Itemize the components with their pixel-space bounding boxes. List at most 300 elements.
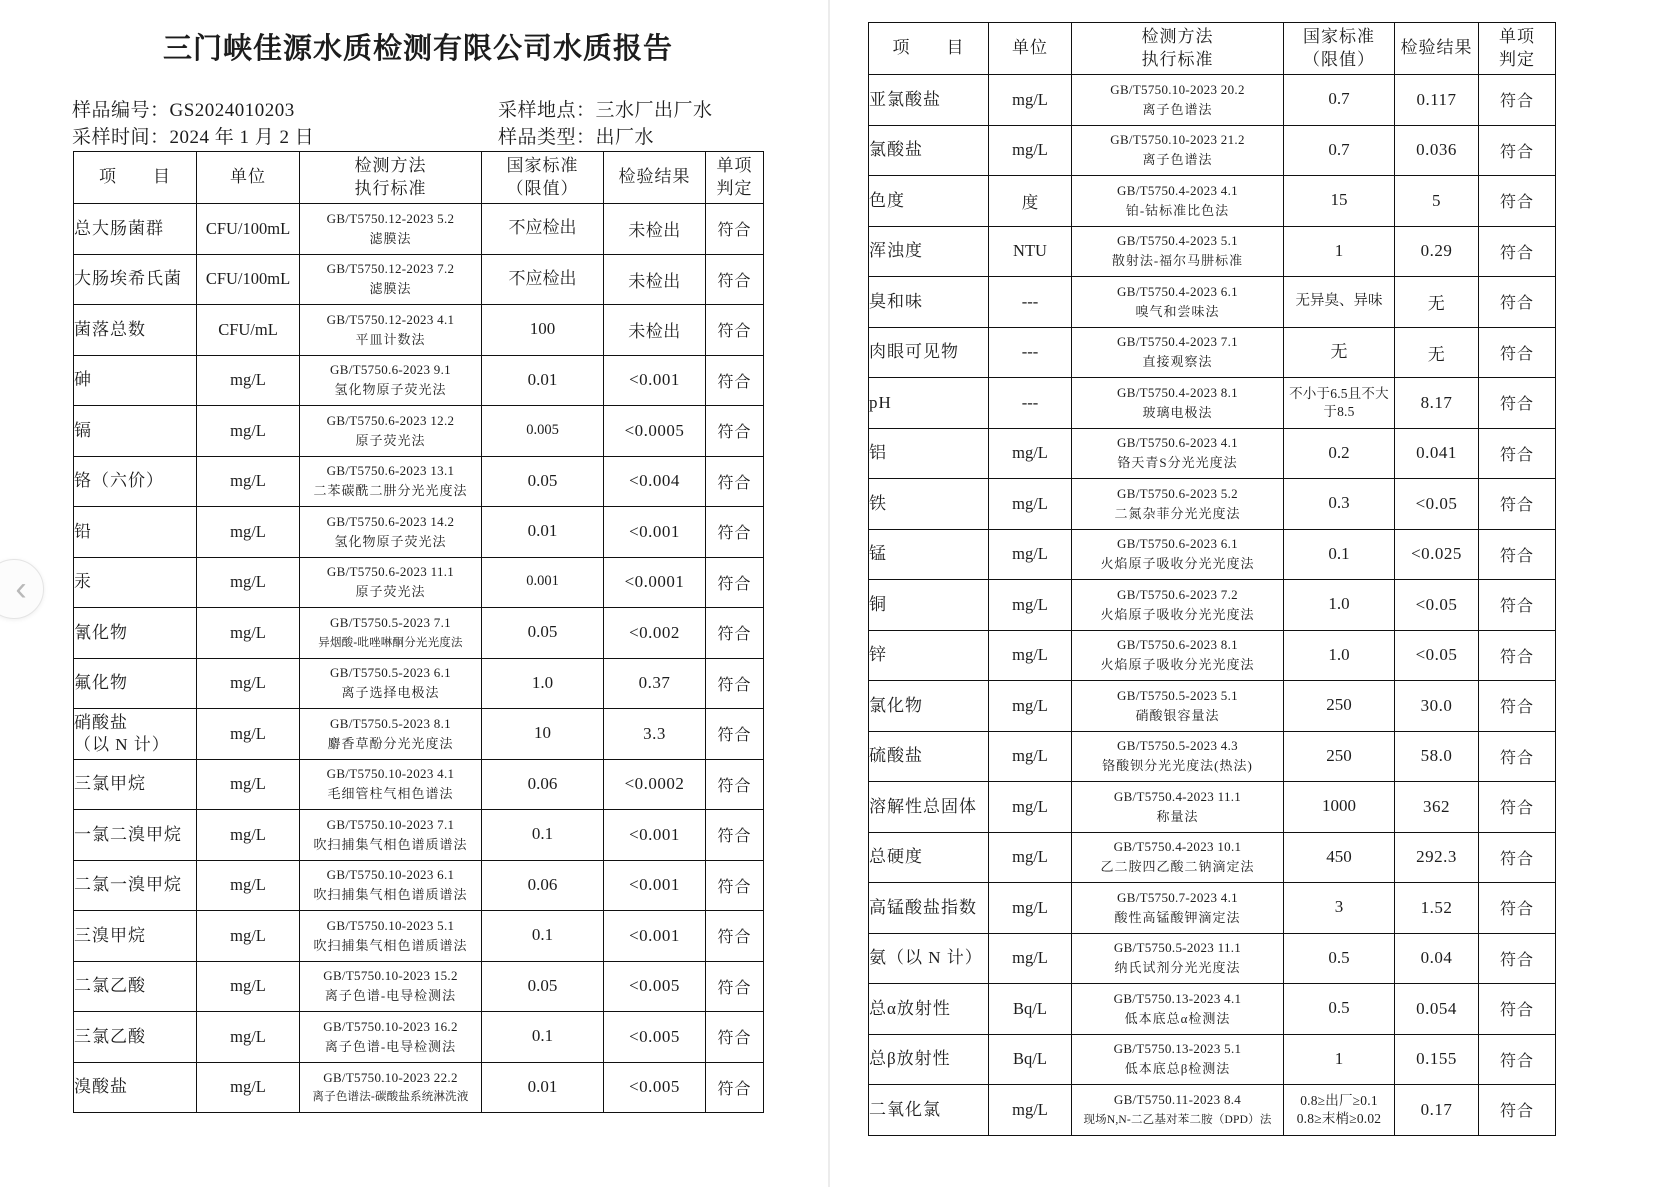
result-cell: 0.29	[1395, 226, 1479, 277]
method-cell: GB/T5750.10-2023 7.1 吹扫捕集气相色谱质谱法	[300, 810, 482, 861]
sample-type-value: 出厂水	[595, 127, 655, 148]
method-cell: GB/T5750.10-2023 20.2 离子色谱法	[1072, 75, 1284, 126]
method-cell: GB/T5750.10-2023 15.2 离子色谱-电导检测法	[300, 961, 482, 1012]
verdict-cell: 符合	[706, 658, 764, 709]
result-cell: 无	[1395, 277, 1479, 328]
table-row	[869, 226, 1556, 277]
limit-cell: 0.001	[482, 557, 604, 608]
result-cell: <0.002	[604, 608, 706, 659]
verdict-cell: 符合	[706, 709, 764, 760]
limit-cell: 3	[1284, 883, 1395, 934]
limit-cell: 0.005	[482, 406, 604, 457]
table-row	[74, 911, 764, 962]
result-cell: <0.005	[604, 1062, 706, 1113]
verdict-cell: 符合	[1479, 125, 1556, 176]
item-cell: 一氯二溴甲烷	[74, 810, 197, 861]
limit-cell: 无异臭、异味	[1284, 277, 1395, 328]
limit-cell: 0.06	[482, 860, 604, 911]
limit-cell: 0.06	[482, 759, 604, 810]
result-cell: <0.001	[604, 911, 706, 962]
verdict-cell: 符合	[1479, 832, 1556, 883]
verdict-cell: 符合	[706, 810, 764, 861]
result-cell: 362	[1395, 782, 1479, 833]
method-cell: GB/T5750.6-2023 7.2 火焰原子吸收分光光度法	[1072, 580, 1284, 631]
sample-type-line	[498, 122, 654, 149]
item-cell: 色度	[869, 176, 989, 227]
col-header-method: 检测方法 执行标准	[1072, 23, 1284, 75]
water-quality-table-right	[868, 22, 1556, 1136]
limit-cell: 250	[1284, 681, 1395, 732]
verdict-cell: 符合	[706, 204, 764, 255]
verdict-cell: 符合	[1479, 630, 1556, 681]
verdict-cell: 符合	[1479, 731, 1556, 782]
item-cell: 三溴甲烷	[74, 911, 197, 962]
item-cell: 高锰酸盐指数	[869, 883, 989, 934]
method-cell: GB/T5750.13-2023 4.1 低本底总α检测法	[1072, 984, 1284, 1035]
unit-cell: mg/L	[197, 1062, 300, 1113]
table-row	[74, 860, 764, 911]
unit-cell: mg/L	[989, 428, 1072, 479]
limit-cell: 不应检出	[482, 254, 604, 305]
unit-cell: Bq/L	[989, 1034, 1072, 1085]
method-cell: GB/T5750.6-2023 6.1 火焰原子吸收分光光度法	[1072, 529, 1284, 580]
limit-cell: 0.3	[1284, 479, 1395, 530]
unit-cell: mg/L	[989, 782, 1072, 833]
table-row	[74, 608, 764, 659]
limit-cell: 0.5	[1284, 933, 1395, 984]
unit-cell: mg/L	[197, 507, 300, 558]
unit-cell: mg/L	[197, 456, 300, 507]
item-cell: 氨（以 N 计）	[869, 933, 989, 984]
item-cell: 亚氯酸盐	[869, 75, 989, 126]
prev-page-button[interactable]	[0, 559, 44, 619]
method-cell: GB/T5750.12-2023 5.2 滤膜法	[300, 204, 482, 255]
table-header-row	[74, 152, 764, 204]
table-row	[74, 305, 764, 356]
verdict-cell: 符合	[1479, 277, 1556, 328]
result-cell: 0.17	[1395, 1085, 1479, 1136]
col-header-method: 检测方法 执行标准	[300, 152, 482, 204]
method-cell: GB/T5750.12-2023 4.1 平皿计数法	[300, 305, 482, 356]
method-cell: GB/T5750.5-2023 8.1 麝香草酚分光光度法	[300, 709, 482, 760]
unit-cell: mg/L	[989, 630, 1072, 681]
method-cell: GB/T5750.10-2023 21.2 离子色谱法	[1072, 125, 1284, 176]
limit-cell: 0.7	[1284, 125, 1395, 176]
unit-cell: mg/L	[197, 810, 300, 861]
verdict-cell: 符合	[706, 254, 764, 305]
sample-time-label: 采样时间：	[72, 127, 170, 148]
sample-number-value: GS2024010203	[169, 100, 295, 121]
method-cell: GB/T5750.10-2023 4.1 毛细管柱气相色谱法	[300, 759, 482, 810]
sample-number-line	[72, 95, 295, 122]
unit-cell: mg/L	[197, 1012, 300, 1063]
verdict-cell: 符合	[706, 557, 764, 608]
item-cell: 肉眼可见物	[869, 327, 989, 378]
item-cell: 铁	[869, 479, 989, 530]
item-cell: 硫酸盐	[869, 731, 989, 782]
limit-cell: 100	[482, 305, 604, 356]
item-cell: 大肠埃希氏菌	[74, 254, 197, 305]
table-row	[74, 254, 764, 305]
result-cell: 58.0	[1395, 731, 1479, 782]
col-header-result: 检验结果	[1395, 23, 1479, 75]
table-row	[869, 327, 1556, 378]
method-cell: GB/T5750.10-2023 22.2 离子色谱法-碳酸盐系统淋洗液	[300, 1062, 482, 1113]
verdict-cell: 符合	[1479, 479, 1556, 530]
limit-cell: 0.5	[1284, 984, 1395, 1035]
item-cell: 氟化物	[74, 658, 197, 709]
method-cell: GB/T5750.6-2023 12.2 原子荧光法	[300, 406, 482, 457]
item-cell: 氯酸盐	[869, 125, 989, 176]
verdict-cell: 符合	[1479, 984, 1556, 1035]
item-cell: 硝酸盐 （以 N 计）	[74, 709, 197, 760]
item-cell: 臭和味	[869, 277, 989, 328]
result-cell: 未检出	[604, 254, 706, 305]
limit-cell: 0.05	[482, 608, 604, 659]
result-cell: <0.05	[1395, 630, 1479, 681]
unit-cell: NTU	[989, 226, 1072, 277]
method-cell: GB/T5750.4-2023 8.1 玻璃电极法	[1072, 378, 1284, 429]
method-cell: GB/T5750.7-2023 4.1 酸性高锰酸钾滴定法	[1072, 883, 1284, 934]
method-cell: GB/T5750.5-2023 11.1 纳氏试剂分光光度法	[1072, 933, 1284, 984]
unit-cell: mg/L	[989, 125, 1072, 176]
table-row	[869, 1085, 1556, 1136]
result-cell: <0.001	[604, 355, 706, 406]
unit-cell: ---	[989, 327, 1072, 378]
limit-cell: 1	[1284, 226, 1395, 277]
item-cell: 铜	[869, 580, 989, 631]
col-header-unit: 单位	[197, 152, 300, 204]
method-cell: GB/T5750.6-2023 4.1 铬天青S分光光度法	[1072, 428, 1284, 479]
item-cell: 三氯乙酸	[74, 1012, 197, 1063]
unit-cell: mg/L	[989, 75, 1072, 126]
item-cell: 铝	[869, 428, 989, 479]
table-row	[869, 933, 1556, 984]
table-row	[869, 832, 1556, 883]
item-cell: 溶解性总固体	[869, 782, 989, 833]
unit-cell: mg/L	[197, 860, 300, 911]
limit-cell: 0.7	[1284, 75, 1395, 126]
table-row	[869, 428, 1556, 479]
table-row	[869, 378, 1556, 429]
verdict-cell: 符合	[1479, 883, 1556, 934]
item-cell: 铬（六价）	[74, 456, 197, 507]
verdict-cell: 符合	[706, 860, 764, 911]
method-cell: GB/T5750.6-2023 5.2 二氮杂菲分光光度法	[1072, 479, 1284, 530]
item-cell: 汞	[74, 557, 197, 608]
table-row	[869, 984, 1556, 1035]
result-cell: <0.004	[604, 456, 706, 507]
table-row	[869, 479, 1556, 530]
method-cell: GB/T5750.11-2023 8.4 现场N,N-二乙基对苯二胺（DPD）法	[1072, 1085, 1284, 1136]
result-cell: 3.3	[604, 709, 706, 760]
result-cell: 0.04	[1395, 933, 1479, 984]
table-row	[74, 658, 764, 709]
sampling-location-line	[498, 95, 713, 122]
result-cell: <0.05	[1395, 580, 1479, 631]
water-quality-table-left	[73, 151, 764, 1113]
method-cell: GB/T5750.4-2023 11.1 称量法	[1072, 782, 1284, 833]
method-cell: GB/T5750.10-2023 16.2 离子色谱-电导检测法	[300, 1012, 482, 1063]
table-header-row	[869, 23, 1556, 75]
table-row	[869, 277, 1556, 328]
item-cell: 浑浊度	[869, 226, 989, 277]
item-cell: 总α放射性	[869, 984, 989, 1035]
unit-cell: mg/L	[989, 832, 1072, 883]
result-cell: <0.025	[1395, 529, 1479, 580]
unit-cell: mg/L	[989, 681, 1072, 732]
verdict-cell: 符合	[706, 305, 764, 356]
col-header-item: 项 目	[74, 152, 197, 204]
limit-cell: 0.01	[482, 507, 604, 558]
verdict-cell: 符合	[1479, 428, 1556, 479]
method-cell: GB/T5750.6-2023 8.1 火焰原子吸收分光光度法	[1072, 630, 1284, 681]
verdict-cell: 符合	[1479, 176, 1556, 227]
verdict-cell: 符合	[1479, 782, 1556, 833]
table-row	[74, 456, 764, 507]
verdict-cell: 符合	[1479, 1034, 1556, 1085]
item-cell: 菌落总数	[74, 305, 197, 356]
col-header-unit: 单位	[989, 23, 1072, 75]
item-cell: 总β放射性	[869, 1034, 989, 1085]
result-cell: 0.37	[604, 658, 706, 709]
result-cell: 8.17	[1395, 378, 1479, 429]
method-cell: GB/T5750.4-2023 7.1 直接观察法	[1072, 327, 1284, 378]
verdict-cell: 符合	[706, 1062, 764, 1113]
col-header-verdict: 单项 判定	[1479, 23, 1556, 75]
method-cell: GB/T5750.5-2023 5.1 硝酸银容量法	[1072, 681, 1284, 732]
result-cell: <0.05	[1395, 479, 1479, 530]
item-cell: 二氯一溴甲烷	[74, 860, 197, 911]
item-cell: 锰	[869, 529, 989, 580]
limit-cell: 15	[1284, 176, 1395, 227]
unit-cell: mg/L	[989, 731, 1072, 782]
unit-cell: mg/L	[197, 759, 300, 810]
unit-cell: mg/L	[989, 883, 1072, 934]
table-row	[869, 75, 1556, 126]
unit-cell: mg/L	[989, 1085, 1072, 1136]
item-cell: 氯化物	[869, 681, 989, 732]
result-cell: <0.005	[604, 961, 706, 1012]
item-cell: 二氧化氯	[869, 1085, 989, 1136]
limit-cell: 0.01	[482, 1062, 604, 1113]
result-cell: <0.0001	[604, 557, 706, 608]
result-cell: 292.3	[1395, 832, 1479, 883]
unit-cell: 度	[989, 176, 1072, 227]
table-row	[74, 810, 764, 861]
item-cell: 三氯甲烷	[74, 759, 197, 810]
table-row	[74, 709, 764, 760]
unit-cell: mg/L	[989, 479, 1072, 530]
table-row	[74, 961, 764, 1012]
unit-cell: CFU/100mL	[197, 204, 300, 255]
result-cell: 1.52	[1395, 883, 1479, 934]
table-row	[869, 1034, 1556, 1085]
limit-cell: 1000	[1284, 782, 1395, 833]
result-cell: <0.001	[604, 860, 706, 911]
item-cell: 溴酸盐	[74, 1062, 197, 1113]
method-cell: GB/T5750.13-2023 5.1 低本底总β检测法	[1072, 1034, 1284, 1085]
method-cell: GB/T5750.6-2023 14.2 氢化物原子荧光法	[300, 507, 482, 558]
verdict-cell: 符合	[706, 759, 764, 810]
verdict-cell: 符合	[1479, 681, 1556, 732]
table-row	[869, 782, 1556, 833]
item-cell: 氰化物	[74, 608, 197, 659]
item-cell: 铅	[74, 507, 197, 558]
verdict-cell: 符合	[1479, 327, 1556, 378]
col-header-limit: 国家标准 （限值）	[1284, 23, 1395, 75]
sample-time-value: 2024 年 1 月 2 日	[169, 127, 315, 148]
limit-cell: 1.0	[482, 658, 604, 709]
method-cell: GB/T5750.6-2023 11.1 原子荧光法	[300, 557, 482, 608]
limit-cell: 450	[1284, 832, 1395, 883]
item-cell: 砷	[74, 355, 197, 406]
table-row	[869, 125, 1556, 176]
result-cell: <0.0002	[604, 759, 706, 810]
method-cell: GB/T5750.6-2023 13.1 二苯碳酰二肼分光光度法	[300, 456, 482, 507]
verdict-cell: 符合	[1479, 580, 1556, 631]
limit-cell: 0.2	[1284, 428, 1395, 479]
limit-cell: 不小于6.5且不大 于8.5	[1284, 378, 1395, 429]
table-row	[74, 507, 764, 558]
table-row	[869, 580, 1556, 631]
verdict-cell: 符合	[1479, 1085, 1556, 1136]
limit-cell: 0.01	[482, 355, 604, 406]
item-cell: 二氯乙酸	[74, 961, 197, 1012]
method-cell: GB/T5750.5-2023 4.3 铬酸钡分光光度法(热法)	[1072, 731, 1284, 782]
method-cell: GB/T5750.10-2023 5.1 吹扫捕集气相色谱质谱法	[300, 911, 482, 962]
item-cell: pH	[869, 378, 989, 429]
table-row	[74, 1012, 764, 1063]
sample-time-line	[72, 122, 314, 149]
result-cell: <0.001	[604, 810, 706, 861]
verdict-cell: 符合	[706, 608, 764, 659]
result-cell: <0.001	[604, 507, 706, 558]
sample-number-label: 样品编号：	[72, 100, 170, 121]
page-title: 三门峡佳源水质检测有限公司水质报告	[162, 33, 673, 65]
verdict-cell: 符合	[706, 456, 764, 507]
unit-cell: mg/L	[197, 709, 300, 760]
result-cell: 0.155	[1395, 1034, 1479, 1085]
method-cell: GB/T5750.5-2023 6.1 离子选择电极法	[300, 658, 482, 709]
result-cell: 未检出	[604, 305, 706, 356]
sampling-location-label: 采样地点：	[498, 100, 596, 121]
unit-cell: mg/L	[197, 608, 300, 659]
table-row	[869, 529, 1556, 580]
limit-cell: 1.0	[1284, 580, 1395, 631]
limit-cell: 不应检出	[482, 204, 604, 255]
verdict-cell: 符合	[706, 911, 764, 962]
verdict-cell: 符合	[1479, 378, 1556, 429]
unit-cell: mg/L	[989, 529, 1072, 580]
limit-cell: 0.8≥出厂≥0.1 0.8≥末梢≥0.02	[1284, 1085, 1395, 1136]
method-cell: GB/T5750.4-2023 6.1 嗅气和尝味法	[1072, 277, 1284, 328]
verdict-cell: 符合	[706, 961, 764, 1012]
limit-cell: 0.05	[482, 961, 604, 1012]
unit-cell: ---	[989, 378, 1072, 429]
item-cell: 镉	[74, 406, 197, 457]
table-row	[869, 883, 1556, 934]
verdict-cell: 符合	[1479, 75, 1556, 126]
verdict-cell: 符合	[706, 507, 764, 558]
table-row	[869, 176, 1556, 227]
item-cell: 总大肠菌群	[74, 204, 197, 255]
page-divider	[828, 0, 830, 1187]
result-cell: 未检出	[604, 204, 706, 255]
limit-cell: 0.1	[482, 911, 604, 962]
result-cell: 0.041	[1395, 428, 1479, 479]
table-row	[74, 557, 764, 608]
result-cell: 无	[1395, 327, 1479, 378]
chevron-left-icon: ‹	[15, 570, 27, 608]
table-row	[74, 204, 764, 255]
table-row	[74, 355, 764, 406]
col-header-limit: 国家标准 （限值）	[482, 152, 604, 204]
limit-cell: 无	[1284, 327, 1395, 378]
result-cell: 0.054	[1395, 984, 1479, 1035]
limit-cell: 0.05	[482, 456, 604, 507]
method-cell: GB/T5750.6-2023 9.1 氢化物原子荧光法	[300, 355, 482, 406]
result-cell: <0.005	[604, 1012, 706, 1063]
limit-cell: 0.1	[482, 1012, 604, 1063]
result-cell: 0.036	[1395, 125, 1479, 176]
limit-cell: 1	[1284, 1034, 1395, 1085]
table-row	[74, 759, 764, 810]
col-header-item: 项 目	[869, 23, 989, 75]
verdict-cell: 符合	[1479, 933, 1556, 984]
method-cell: GB/T5750.10-2023 6.1 吹扫捕集气相色谱质谱法	[300, 860, 482, 911]
method-cell: GB/T5750.4-2023 10.1 乙二胺四乙酸二钠滴定法	[1072, 832, 1284, 883]
sample-type-label: 样品类型：	[498, 127, 596, 148]
verdict-cell: 符合	[1479, 529, 1556, 580]
table-row	[869, 731, 1556, 782]
verdict-cell: 符合	[706, 1012, 764, 1063]
unit-cell: mg/L	[197, 355, 300, 406]
sampling-location-value: 三水厂出厂水	[595, 100, 713, 121]
unit-cell: CFU/mL	[197, 305, 300, 356]
table-row	[74, 406, 764, 457]
unit-cell: mg/L	[197, 406, 300, 457]
verdict-cell: 符合	[706, 406, 764, 457]
unit-cell: Bq/L	[989, 984, 1072, 1035]
item-cell: 锌	[869, 630, 989, 681]
table-row	[869, 681, 1556, 732]
unit-cell: ---	[989, 277, 1072, 328]
unit-cell: mg/L	[197, 658, 300, 709]
col-header-verdict: 单项 判定	[706, 152, 764, 204]
limit-cell: 0.1	[1284, 529, 1395, 580]
limit-cell: 10	[482, 709, 604, 760]
result-cell: <0.0005	[604, 406, 706, 457]
verdict-cell: 符合	[706, 355, 764, 406]
method-cell: GB/T5750.4-2023 5.1 散射法-福尔马肼标准	[1072, 226, 1284, 277]
limit-cell: 250	[1284, 731, 1395, 782]
verdict-cell: 符合	[1479, 226, 1556, 277]
unit-cell: mg/L	[197, 557, 300, 608]
item-cell: 总硬度	[869, 832, 989, 883]
result-cell: 30.0	[1395, 681, 1479, 732]
method-cell: GB/T5750.12-2023 7.2 滤膜法	[300, 254, 482, 305]
col-header-result: 检验结果	[604, 152, 706, 204]
limit-cell: 1.0	[1284, 630, 1395, 681]
unit-cell: mg/L	[989, 580, 1072, 631]
result-cell: 5	[1395, 176, 1479, 227]
limit-cell: 0.1	[482, 810, 604, 861]
unit-cell: mg/L	[197, 911, 300, 962]
method-cell: GB/T5750.4-2023 4.1 铂-钴标准比色法	[1072, 176, 1284, 227]
table-row	[869, 630, 1556, 681]
table-row	[74, 1062, 764, 1113]
